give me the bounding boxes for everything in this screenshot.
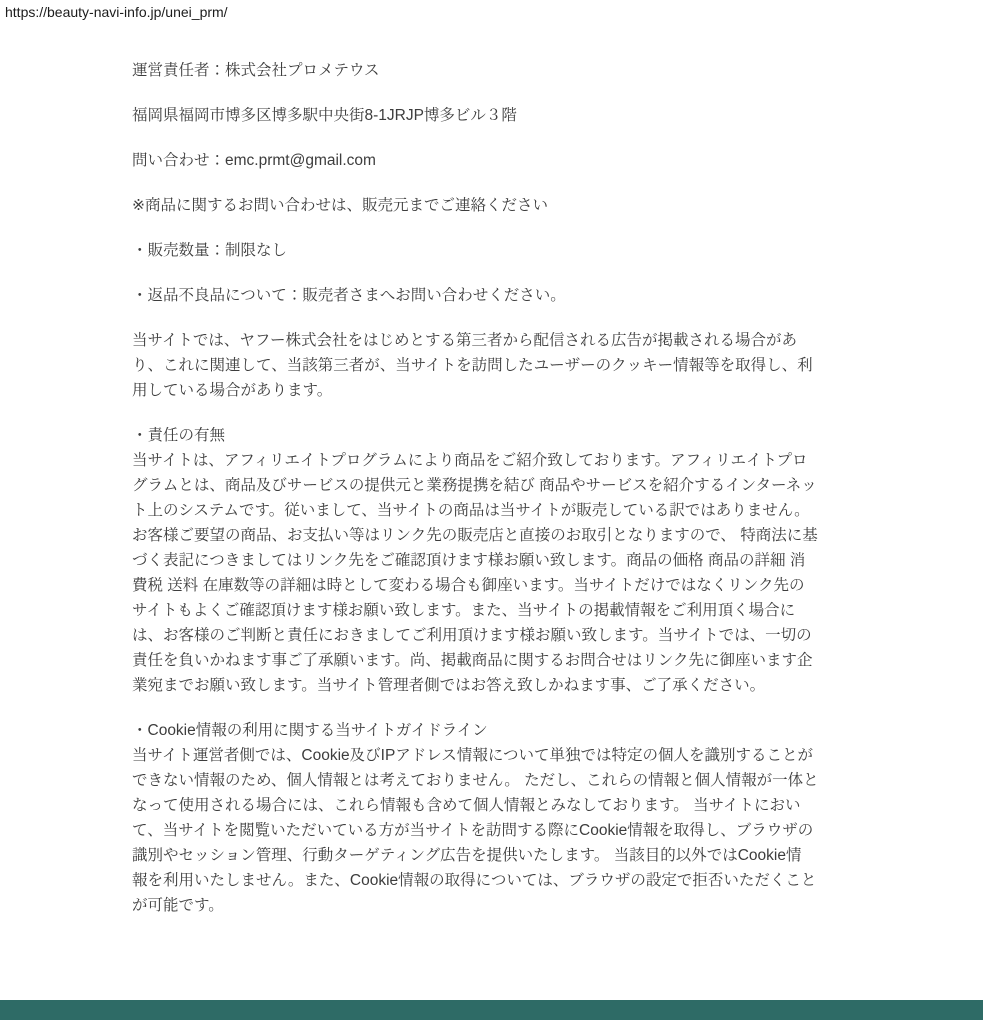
text-line: 責任を負いかねます事ご了承願います。尚、掲載商品に関するお問合せはリンク先に御座います企: [132, 652, 813, 669]
paragraph: [132, 103, 850, 128]
paragraph: [132, 283, 850, 308]
text-line: て、当サイトを閲覧いただいている方が当サイトを訪問する際にCookie情報を取得し、ブラウザの: [132, 822, 814, 839]
text-line: 当サイト運営者側では、Cookie及びIPアドレス情報について単独では特定の個人を識別することが: [132, 747, 814, 764]
text-line: ・Cookie情報の利用に関する当サイトガイドライン: [132, 722, 488, 739]
text-line: ・責任の有無: [132, 427, 226, 444]
paragraph: [132, 193, 850, 218]
text-line: できない情報のため、個人情報とは考えておりません。 ただし、これらの情報と個人情報が一体と: [132, 772, 819, 789]
text-line: 業宛までお願い致します。当サイト管理者側ではお答え致しかねます事、ご了承ください。: [132, 677, 766, 694]
text-line: 用している場合があります。: [132, 382, 333, 399]
text-line: は、お客様のご判断と責任におきましてご利用頂けます様お願い致します。当サイトでは、一切の: [132, 627, 812, 644]
text-line: 運営責任者：株式会社プロメテウス: [132, 62, 380, 79]
text-line: お客様ご要望の商品、お支払い等はリンク先の販売店と直接のお取引となりますので、 特商法に基: [132, 527, 818, 544]
text-line: ト上のシステムです。従いまして、当サイトの商品は当サイトが販売している訳ではありません。: [132, 502, 810, 519]
text-line: 福岡県福岡市博多区博多駅中央街8-1JRJP博多ビル３階: [132, 107, 517, 124]
paragraph: [132, 238, 850, 263]
paragraph: [132, 718, 850, 918]
text-line: サイトもよくご確認頂けます様お願い致します。また、当サイトの掲載情報をご利用頂く場合に: [132, 602, 796, 619]
paragraph: [132, 328, 850, 403]
text-line: グラムとは、商品及びサービスの提供元と業務提携を結び 商品やサービスを紹介するインターネッ: [132, 477, 817, 494]
text-line: り、これに関連して、当該第三者が、当サイトを訪問したユーザーのクッキー情報等を取得し、利: [132, 357, 813, 374]
footer-bar: [0, 1000, 983, 1020]
text-line: ・返品不良品について：販売者さまへお問い合わせください。: [132, 287, 566, 304]
text-line: 当サイトは、アフィリエイトプログラムにより商品をご紹介致しております。アフィリエイトプロ: [132, 452, 808, 469]
text-line: ・販売数量：制限なし: [132, 242, 288, 259]
text-line: ※商品に関するお問い合わせは、販売元までご連絡ください: [132, 197, 548, 214]
paragraph: [132, 148, 850, 173]
text-line: 問い合わせ：emc.prmt@gmail.com: [132, 152, 376, 169]
legal-text-content: [132, 58, 850, 938]
text-line: 報を利用いたしません。また、Cookie情報の取得については、ブラウザの設定で拒否いただくこと: [132, 872, 817, 889]
text-line: が可能です。: [132, 897, 224, 914]
text-line: づく表記につきましてはリンク先をご確認頂けます様お願い致します。商品の価格 商品の詳細 消: [132, 552, 806, 569]
text-line: なって使用される場合には、これら情報も含めて個人情報とみなしております。 当サイトにおい: [132, 797, 801, 814]
text-line: 当サイトでは、ヤフー株式会社をはじめとする第三者から配信される広告が掲載される場合があ: [132, 332, 797, 349]
text-line: 識別やセッション管理、行動ターゲティング広告を提供いたします。 当該目的以外ではCookie情: [132, 847, 802, 864]
paragraph: [132, 423, 850, 698]
text-line: 費税 送料 在庫数等の詳細は時として変わる場合も御座います。当サイトだけではなくリンク先の: [132, 577, 805, 594]
page-url: https://beauty-navi-info.jp/unei_prm/: [5, 4, 228, 20]
paragraph: [132, 58, 850, 83]
